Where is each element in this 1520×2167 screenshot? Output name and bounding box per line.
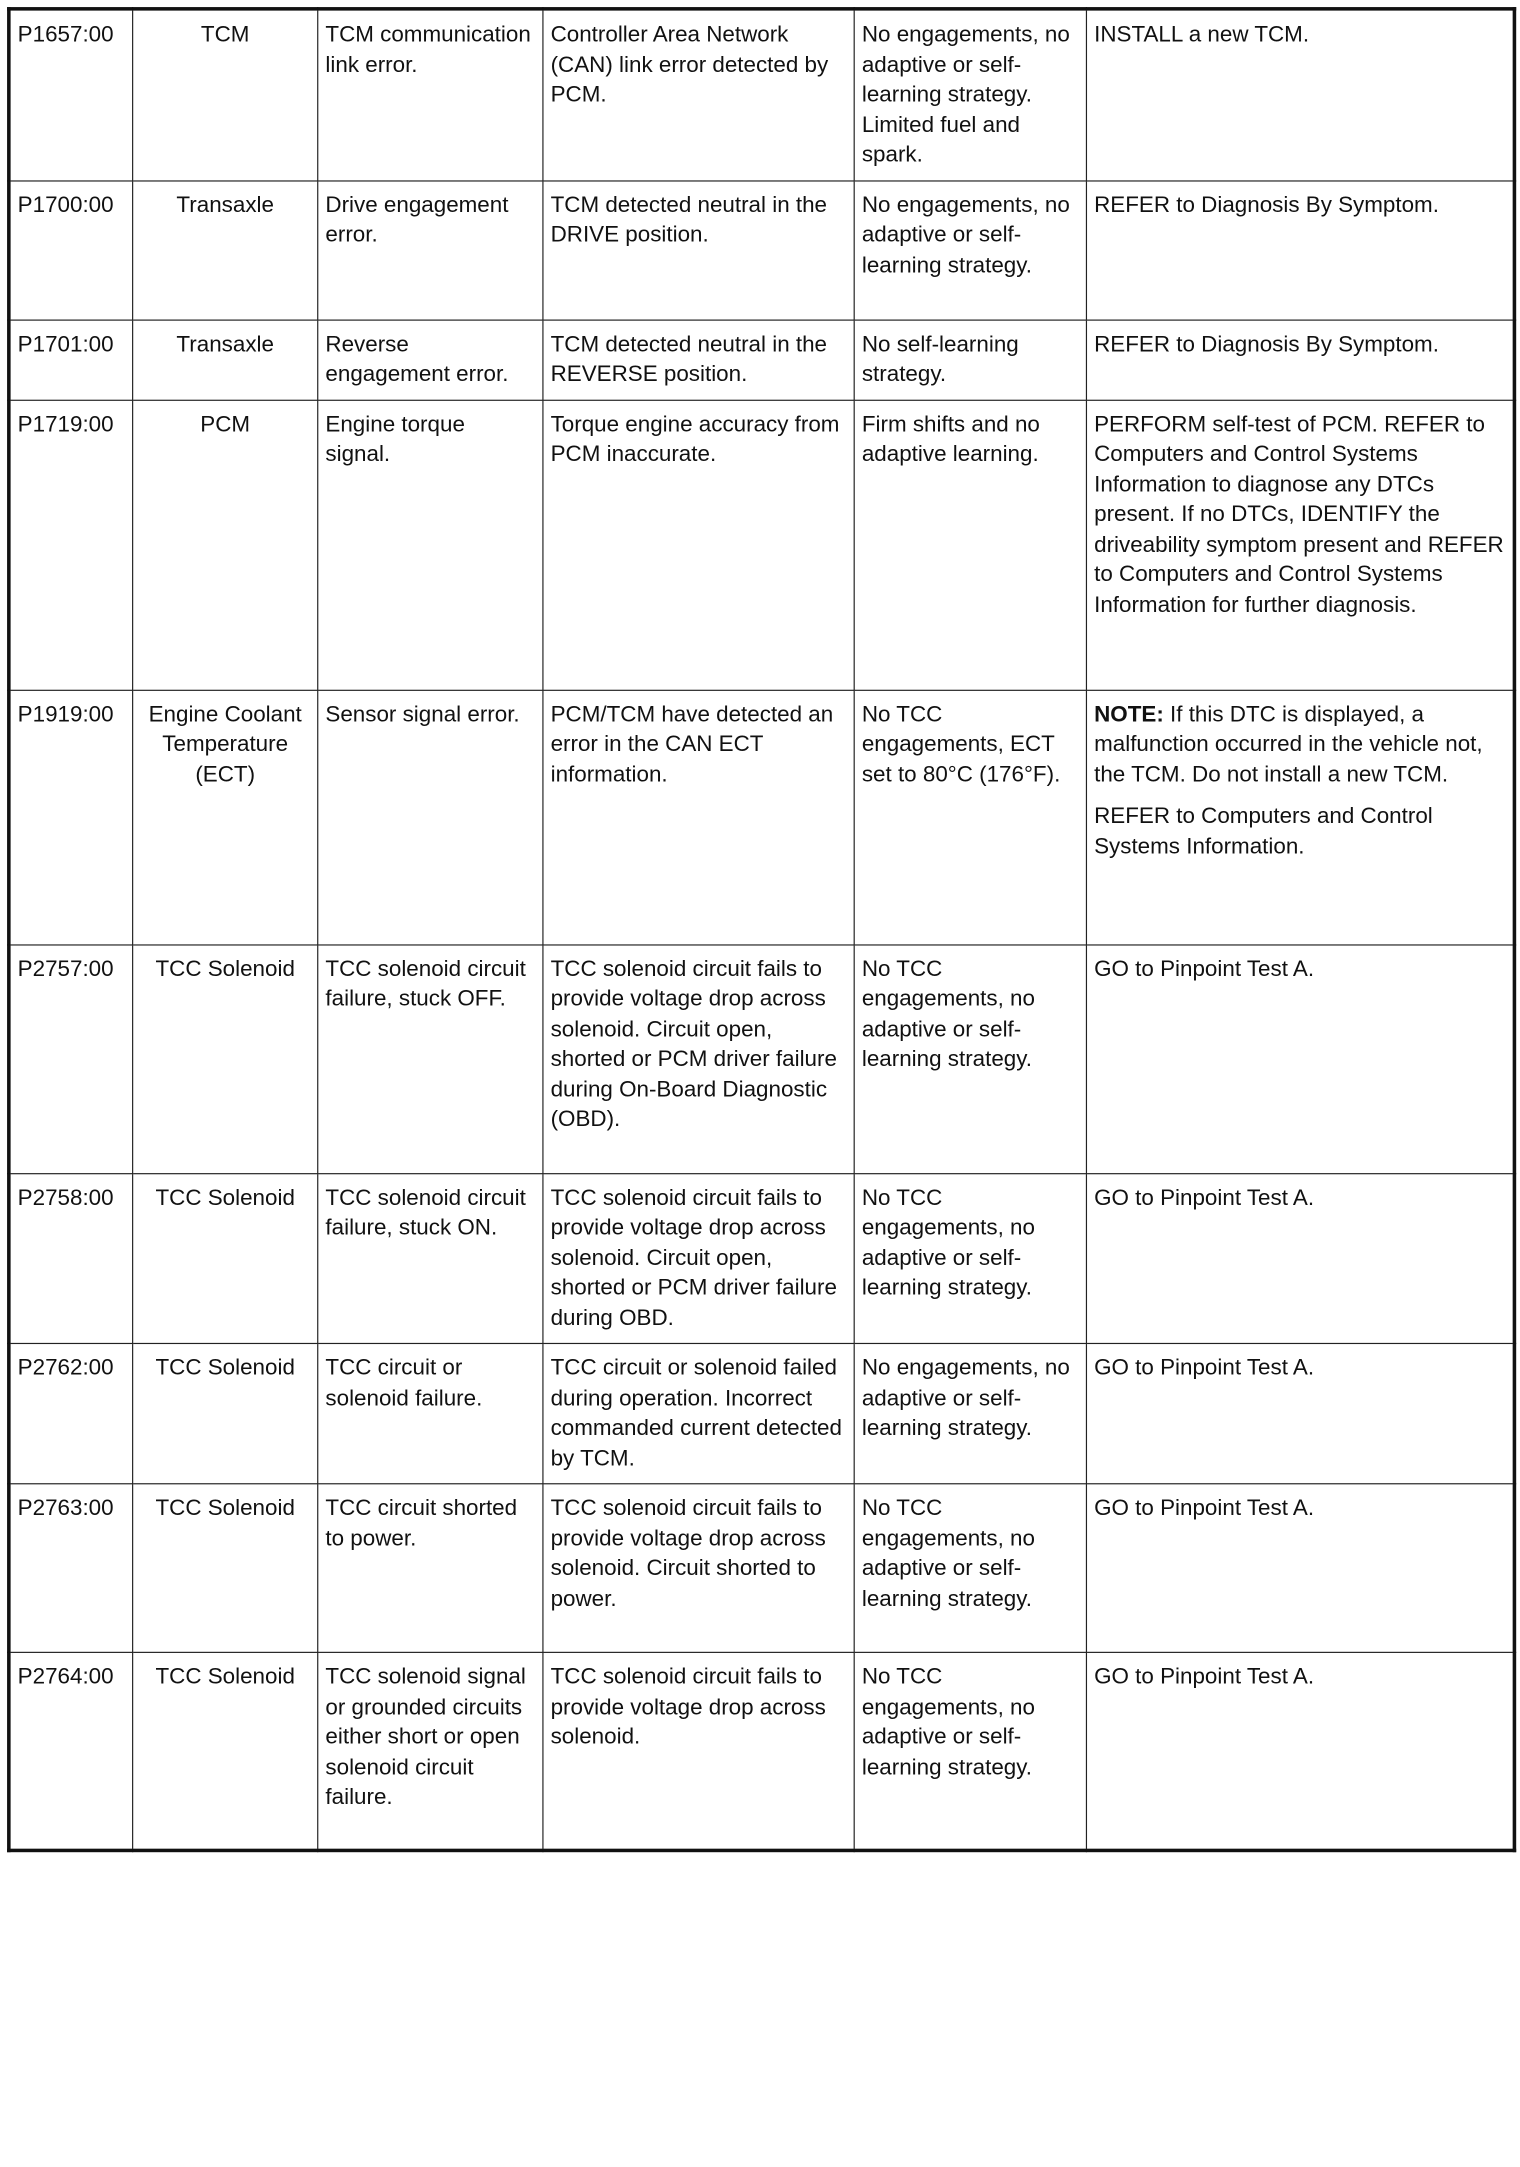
symptom: Firm shifts and no adaptive learning. [854, 400, 1086, 690]
condition: TCC solenoid circuit fails to provide voltage drop across solenoid. Circuit shorted to power. [543, 1484, 854, 1653]
action-text: REFER to Computers and Control Systems Information. [1094, 804, 1433, 859]
action [1086, 690, 1514, 945]
description: TCM communication link error. [318, 9, 543, 181]
table-row [9, 320, 1515, 400]
condition: TCM detected neutral in the DRIVE position. [543, 180, 854, 319]
component: TCM [133, 9, 318, 181]
description: TCC solenoid circuit failure, stuck OFF. [318, 944, 543, 1173]
component: PCM [133, 400, 318, 690]
symptom: No TCC engagements, no adaptive or self-learning strategy. [854, 1652, 1086, 1850]
table-row [9, 1484, 1515, 1653]
dtc-code: P2762:00 [9, 1343, 133, 1483]
dtc-code: P2757:00 [9, 944, 133, 1173]
symptom: No TCC engagements, no adaptive or self-learning strategy. [854, 944, 1086, 1173]
component: Engine Coolant Temperature (ECT) [133, 690, 318, 945]
action: GO to Pinpoint Test A. [1086, 1173, 1514, 1343]
component: TCC Solenoid [133, 1343, 318, 1483]
component: TCC Solenoid [133, 1484, 318, 1653]
symptom: No TCC engagements, no adaptive or self-learning strategy. [854, 1484, 1086, 1653]
condition: PCM/TCM have detected an error in the CAN ECT information. [543, 690, 854, 945]
action: PERFORM self-test of PCM. REFER to Computers and Control Systems Information to diagnose any DTCs present. If no DTCs, IDENTIFY the driveability symptom present and REFER to Computers and Control Systems Information for further diagnosis. [1086, 400, 1514, 690]
condition: TCC solenoid circuit fails to provide voltage drop across solenoid. Circuit open, shorted or PCM driver failure during On-Board Diagnostic (OBD). [543, 944, 854, 1173]
action: GO to Pinpoint Test A. [1086, 1484, 1514, 1653]
dtc-code: P2764:00 [9, 1652, 133, 1850]
symptom: No engagements, no adaptive or self-learning strategy. [854, 180, 1086, 319]
dtc-code: P2763:00 [9, 1484, 133, 1653]
description: TCC solenoid signal or grounded circuits either short or open solenoid circuit failure. [318, 1652, 543, 1850]
condition: TCC circuit or solenoid failed during operation. Incorrect commanded current detected by TCM. [543, 1343, 854, 1483]
table-row [9, 944, 1515, 1173]
component: TCC Solenoid [133, 944, 318, 1173]
symptom: No engagements, no adaptive or self-learning strategy. Limited fuel and spark. [854, 9, 1086, 181]
dtc-code: P1919:00 [9, 690, 133, 945]
note-text: If this DTC is displayed, a malfunction occurred in the vehicle not, the TCM. Do not install a new TCM. [1094, 702, 1483, 787]
table-row [9, 1173, 1515, 1343]
description: Reverse engagement error. [318, 320, 543, 400]
dtc-code: P1719:00 [9, 400, 133, 690]
table-row [9, 180, 1515, 319]
dtc-code: P1701:00 [9, 320, 133, 400]
table-row [9, 400, 1515, 690]
dtc-code: P1700:00 [9, 180, 133, 319]
dtc-table [7, 7, 1516, 1852]
action: INSTALL a new TCM. [1086, 9, 1514, 181]
component: TCC Solenoid [133, 1173, 318, 1343]
description: Engine torque signal. [318, 400, 543, 690]
symptom: No engagements, no adaptive or self-learning strategy. [854, 1343, 1086, 1483]
table-row [9, 1343, 1515, 1483]
condition: TCC solenoid circuit fails to provide voltage drop across solenoid. [543, 1652, 854, 1850]
note-label: NOTE: [1094, 702, 1164, 727]
symptom: No TCC engagements, no adaptive or self-learning strategy. [854, 1173, 1086, 1343]
condition: TCM detected neutral in the REVERSE position. [543, 320, 854, 400]
symptom: No TCC engagements, ECT set to 80°C (176°F). [854, 690, 1086, 945]
symptom: No self-learning strategy. [854, 320, 1086, 400]
component: Transaxle [133, 180, 318, 319]
action: GO to Pinpoint Test A. [1086, 944, 1514, 1173]
action: GO to Pinpoint Test A. [1086, 1652, 1514, 1850]
description: TCC solenoid circuit failure, stuck ON. [318, 1173, 543, 1343]
table-row [9, 690, 1515, 945]
dtc-code: P1657:00 [9, 9, 133, 181]
condition: Torque engine accuracy from PCM inaccurate. [543, 400, 854, 690]
component: Transaxle [133, 320, 318, 400]
description: Sensor signal error. [318, 690, 543, 945]
dtc-code: P2758:00 [9, 1173, 133, 1343]
action: REFER to Diagnosis By Symptom. [1086, 180, 1514, 319]
condition: TCC solenoid circuit fails to provide voltage drop across solenoid. Circuit open, shorted or PCM driver failure during OBD. [543, 1173, 854, 1343]
description: TCC circuit shorted to power. [318, 1484, 543, 1653]
action: GO to Pinpoint Test A. [1086, 1343, 1514, 1483]
action: REFER to Diagnosis By Symptom. [1086, 320, 1514, 400]
condition: Controller Area Network (CAN) link error detected by PCM. [543, 9, 854, 181]
table-row [9, 1652, 1515, 1850]
description: TCC circuit or solenoid failure. [318, 1343, 543, 1483]
description: Drive engagement error. [318, 180, 543, 319]
component: TCC Solenoid [133, 1652, 318, 1850]
note-paragraph [1094, 700, 1505, 790]
table-row [9, 9, 1515, 181]
